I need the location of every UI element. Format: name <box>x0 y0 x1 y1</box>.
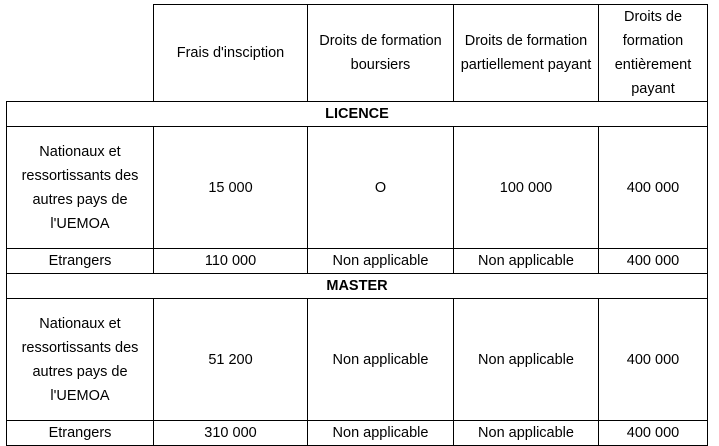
cell-droits-entierement-payant: 400 000 <box>599 299 708 421</box>
table-row <box>7 127 708 249</box>
cell-frais-inscription: 51 200 <box>154 299 308 421</box>
cell-droits-boursiers: Non applicable <box>308 421 454 446</box>
cell-droits-partiellement-payant: Non applicable <box>454 299 599 421</box>
header-row <box>7 5 708 102</box>
table-row <box>7 299 708 421</box>
cell-frais-inscription: 310 000 <box>154 421 308 446</box>
cell-frais-inscription: 110 000 <box>154 249 308 274</box>
row-label: Nationaux et ressortissants des autres pays de l'UEMOA <box>7 127 154 249</box>
cell-droits-boursiers: Non applicable <box>308 299 454 421</box>
section-title-licence: LICENCE <box>7 102 708 127</box>
cell-droits-partiellement-payant: Non applicable <box>454 249 599 274</box>
row-label: Nationaux et ressortissants des autres pays de l'UEMOA <box>7 299 154 421</box>
fees-table <box>6 4 708 446</box>
cell-droits-entierement-payant: 400 000 <box>599 127 708 249</box>
cell-droits-partiellement-payant: Non applicable <box>454 421 599 446</box>
cell-droits-boursiers: Non applicable <box>308 249 454 274</box>
cell-droits-entierement-payant: 400 000 <box>599 249 708 274</box>
header-empty-cell <box>7 5 154 102</box>
section-title-master: MASTER <box>7 274 708 299</box>
cell-droits-boursiers: O <box>308 127 454 249</box>
cell-droits-partiellement-payant: 100 000 <box>454 127 599 249</box>
row-label: Etrangers <box>7 421 154 446</box>
row-label: Etrangers <box>7 249 154 274</box>
header-droits-entierement-payant: Droits de formation entièrement payant <box>599 5 708 102</box>
cell-droits-entierement-payant: 400 000 <box>599 421 708 446</box>
header-droits-boursiers: Droits de formation boursiers <box>308 5 454 102</box>
header-droits-partiellement-payant: Droits de formation partiellement payant <box>454 5 599 102</box>
table-row <box>7 249 708 274</box>
table-row <box>7 421 708 446</box>
section-row-licence <box>7 102 708 127</box>
header-frais-inscription: Frais d'insciption <box>154 5 308 102</box>
cell-frais-inscription: 15 000 <box>154 127 308 249</box>
section-row-master <box>7 274 708 299</box>
